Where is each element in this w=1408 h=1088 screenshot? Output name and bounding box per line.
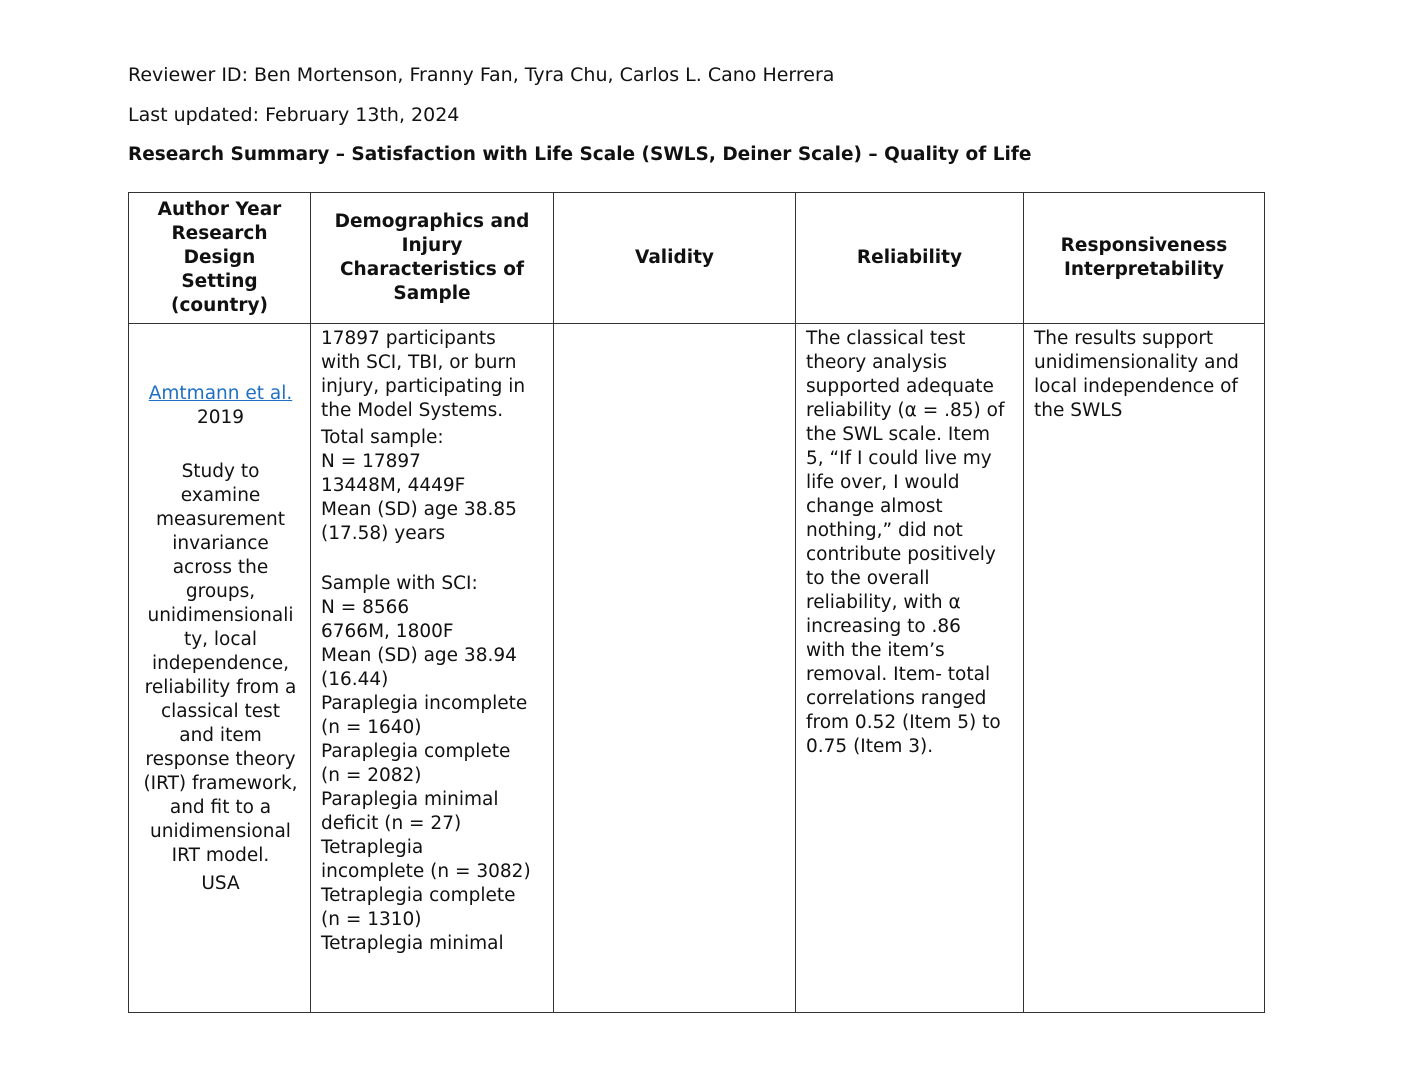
author-link[interactable]: Amtmann et al. (148, 383, 293, 404)
cell-demographics (311, 324, 554, 1013)
text-line: and fit to a (169, 797, 272, 818)
header-responsiveness (1024, 193, 1265, 324)
text-line: Paraplegia incomplete (321, 693, 528, 714)
text-line: measurement (155, 509, 286, 530)
cell-reliability (796, 324, 1024, 1013)
text-line: correlations ranged (806, 688, 987, 709)
text-line: Research (171, 223, 268, 244)
header-demographics (311, 193, 554, 324)
text-line: unidimensionality and (1034, 352, 1239, 373)
table-row (129, 324, 1265, 1013)
text-line: theory analysis (806, 352, 948, 373)
reviewer-line: Reviewer ID: Ben Mortenson, Franny Fan, Tyra Chu, Carlos L. Cano Herrera (128, 64, 835, 86)
text-line: Setting (181, 271, 258, 292)
text-line: (country) (171, 295, 268, 316)
text-line: (IRT) framework, (143, 773, 298, 794)
text-line: 6766M, 1800F (321, 621, 454, 642)
study-country: USA (201, 873, 240, 894)
text-line: IRT model. (171, 845, 270, 866)
text-line: with SCI, TBI, or burn (321, 352, 517, 373)
text-line: removal. Item- total (806, 664, 991, 685)
text-line: Tetraplegia minimal (321, 933, 504, 954)
text-line: Tetraplegia complete (321, 885, 516, 906)
text-line: Paraplegia minimal (321, 789, 499, 810)
cell-author (129, 324, 311, 1013)
text-line: Mean (SD) age 38.85 (321, 499, 517, 520)
text-line: from 0.52 (Item 5) to (806, 712, 1001, 733)
text-line: reliability from a (144, 677, 297, 698)
text-line: unidimensional (150, 821, 291, 842)
text-line: response theory (145, 749, 296, 770)
text-line: life over, I would (806, 472, 960, 493)
text-line: injury, participating in (321, 376, 526, 397)
cell-validity (554, 324, 796, 1013)
text-line: Demographics and (334, 211, 530, 232)
text-line: (n = 1310) (321, 909, 422, 930)
text-line: N = 17897 (321, 451, 421, 472)
text-line: unidimensionali (147, 605, 294, 626)
summary-title: Research Summary – Satisfaction with Life Scale (SWLS, Deiner Scale) – Quality of Life (128, 144, 1032, 165)
text-line: Sample with SCI: (321, 573, 478, 594)
demographics-total (321, 426, 545, 546)
text-line: The results support (1034, 328, 1214, 349)
author-year: 2019 (196, 407, 245, 428)
cell-responsiveness (1024, 324, 1265, 1013)
text-line: Total sample: (321, 427, 444, 448)
text-line: Responsiveness (1060, 235, 1228, 256)
text-line: incomplete (n = 3082) (321, 861, 531, 882)
text-line: (n = 2082) (321, 765, 422, 786)
study-design (137, 460, 304, 868)
text-line: across the (172, 557, 269, 578)
text-line: (n = 1640) (321, 717, 422, 738)
text-line: and item (179, 725, 262, 746)
text-line: reliability (α = .85) of (806, 400, 1005, 421)
text-line: The classical test (806, 328, 966, 349)
text-line: change almost (806, 496, 943, 517)
text-line: 13448M, 4449F (321, 475, 466, 496)
text-line: 0.75 (Item 3). (806, 736, 934, 757)
text-line: Paraplegia complete (321, 741, 511, 762)
text-line: Characteristics of (339, 259, 525, 280)
text-line: groups, (185, 581, 256, 602)
text-line: Mean (SD) age 38.94 (321, 645, 517, 666)
text-line: Design (183, 247, 256, 268)
text-line: Tetraplegia (321, 837, 424, 858)
text-line: Study to (181, 461, 260, 482)
text-line: Injury (401, 235, 463, 256)
header-author (129, 193, 311, 324)
text-line: invariance (172, 533, 269, 554)
last-updated-line: Last updated: February 13th, 2024 (128, 104, 460, 126)
text-line: Interpretability (1064, 259, 1224, 280)
text-line: ty, local (183, 629, 258, 650)
demographics-intro (321, 327, 545, 423)
text-line: Sample (393, 283, 471, 304)
text-line: nothing,” did not (806, 520, 963, 541)
demographics-sci (321, 572, 545, 956)
text-line: supported adequate (806, 376, 994, 397)
text-line: 5, “If I could live my (806, 448, 992, 469)
text-line: (16.44) (321, 669, 389, 690)
text-line: (17.58) years (321, 523, 446, 544)
text-line: local independence of (1034, 376, 1238, 397)
text-line: independence, (151, 653, 290, 674)
text-line: increasing to .86 (806, 616, 961, 637)
header-validity: Validity (554, 193, 796, 324)
text-line: contribute positively (806, 544, 996, 565)
table-header-row (129, 193, 1265, 324)
text-line: classical test (160, 701, 281, 722)
text-line: reliability, with α (806, 592, 961, 613)
research-summary-table (128, 192, 1265, 1013)
text-line: Author Year (157, 199, 282, 220)
header-reliability: Reliability (796, 193, 1024, 324)
text-line: with the item’s (806, 640, 945, 661)
text-line: 17897 participants (321, 328, 496, 349)
text-line: the SWL scale. Item (806, 424, 991, 445)
text-line: the Model Systems. (321, 400, 504, 421)
text-line: the SWLS (1034, 400, 1123, 421)
text-line: examine (180, 485, 261, 506)
text-line: N = 8566 (321, 597, 410, 618)
text-line: to the overall (806, 568, 930, 589)
text-line: deficit (n = 27) (321, 813, 462, 834)
